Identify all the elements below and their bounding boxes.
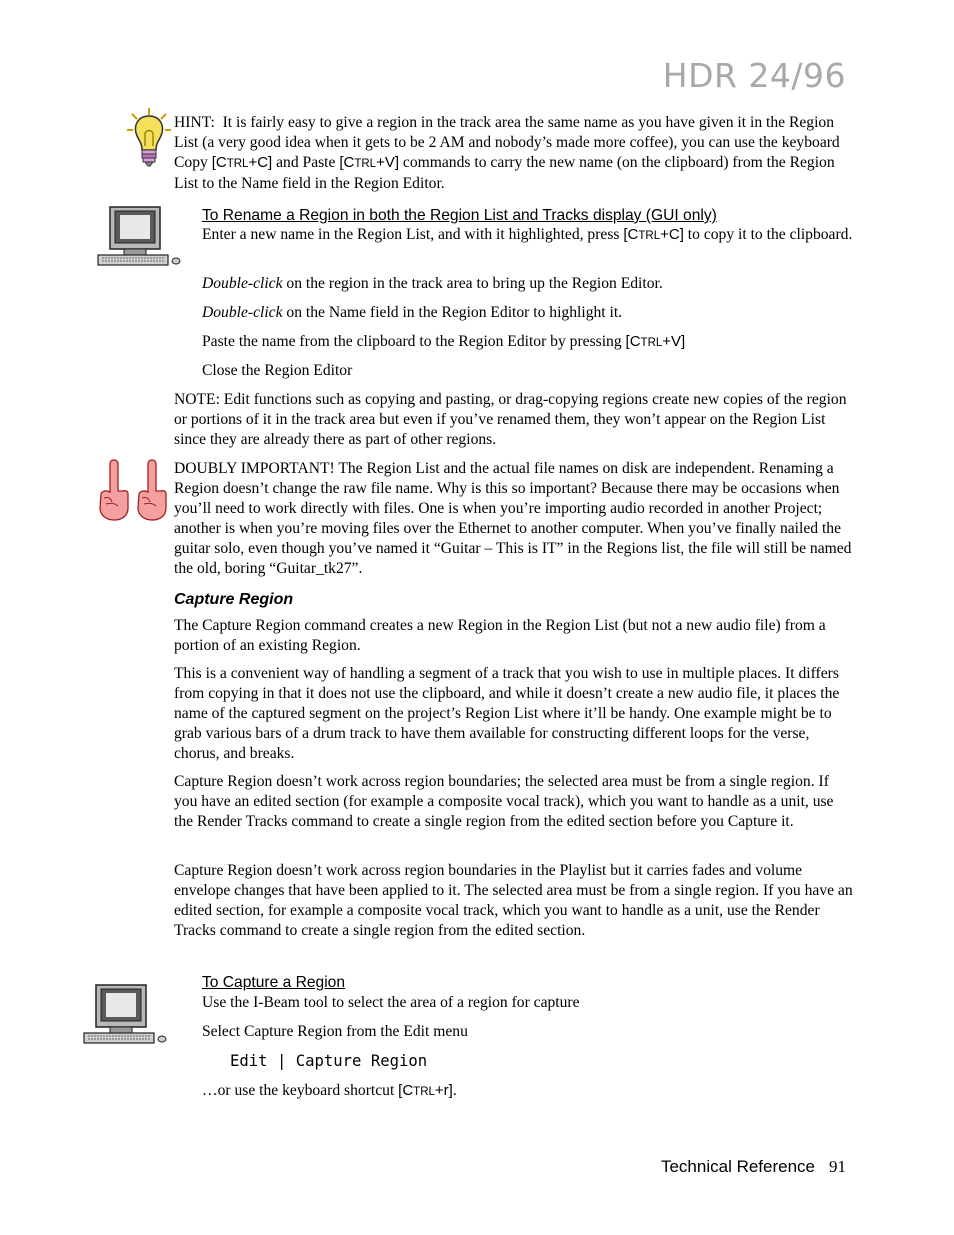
rename-step-3: Double-click on the Name field in the Region Editor to highlight it. (202, 304, 623, 321)
footer-section: Technical Reference (660, 1157, 815, 1176)
key-ctrl-v: [CTRL+V] (625, 333, 686, 350)
menu-path: Edit | Capture Region (230, 1052, 428, 1070)
key-ctrl-r: [CTRL+r] (398, 1082, 453, 1099)
key-ctrl-c: [CTRL+C] (623, 226, 684, 243)
raised-finger-hands-icon (96, 458, 172, 527)
capture-region-heading: Capture Region (174, 591, 294, 608)
capture-paragraph-2: This is a convenient way of handling a segment of a track that you wish to use in multiple places. It differs from copying in that it does not use the clipboard, and while it doesn’t create a new audio file, it places the name of the captured segment on the project’s Region List where it’ll be handy. One example might be to grab various bars of a drum track to have them available for constructing different loops for the verse, chorus, and breaks. (174, 665, 840, 762)
key-ctrl-c: [CTRL+C] (211, 154, 273, 171)
computer-icon (82, 984, 168, 1051)
capture-paragraph-3: Capture Region doesn’t work across region boundaries; the selected area must be from a single region. If you have an edited section (for example a composite vocal track), which you want to handle as a unit, use the Render Tracks command to create a single region from the edited section before you Capture it. (174, 773, 834, 830)
page-footer (661, 1157, 846, 1177)
rename-step-5: Close the Region Editor (202, 362, 353, 379)
key-ctrl-v: [CTRL+V] (339, 154, 400, 171)
rename-step-4: Paste the name from the clipboard to the Region Editor by pressing [CTRL+V] (202, 333, 686, 350)
page-number: 91 (829, 1157, 846, 1176)
rename-procedure-title: To Rename a Region in both the Region List and Tracks display (GUI only) (202, 207, 717, 224)
rename-step-1: Enter a new name in the Region List, and with it highlighted, press [CTRL+C] to copy it to the clipboard. (202, 226, 853, 243)
capture-procedure-title: To Capture a Region (202, 974, 346, 991)
computer-icon (96, 206, 182, 273)
capture-step-3: …or use the keyboard shortcut [CTRL+r]. (202, 1082, 457, 1099)
capture-step-1: Use the I-Beam tool to select the area of a region for capture (202, 994, 580, 1011)
rename-step-2: Double-click on the region in the track area to bring up the Region Editor. (202, 275, 663, 292)
lightbulb-icon (126, 106, 172, 173)
note-paragraph: NOTE: Edit functions such as copying and pasting, or drag-copying regions create new copies of the region or portions of it in the track area but even if you’ve renamed them, they won’t appear on the Region List since they are already there as part of other regions. (174, 391, 847, 448)
capture-paragraph-4: Capture Region doesn’t work across region boundaries in the Playlist but it carries fades and volume envelope changes that have been applied to it. The selected area must be from a single region. If you have an edited section, for example a composite vocal track, which you want to handle as a unit, use the Render Tracks command to create a single region from the edited section. (174, 862, 853, 939)
capture-step-2: Select Capture Region from the Edit menu (202, 1023, 468, 1040)
running-header: HDR 24/96 (662, 56, 846, 95)
capture-paragraph-1: The Capture Region command creates a new Region in the Region List (but not a new audio file) from a portion of an existing Region. (174, 617, 826, 654)
doubly-important-paragraph: DOUBLY IMPORTANT! The Region List and the actual file names on disk are independent. Renaming a Region doesn’t change the raw file name. Why is this so important? Because there may be occasions when you’ll need to work directly with files. One is when you’re importing audio recorded in another Project; another is when you’re moving files over the Ethernet to another computer. When you’ve finally nailed the guitar solo, even though you’ve named it “Guitar – This is IT” in the Regions list, the file will still be named the old, boring “Guitar_tk27”. (174, 460, 852, 577)
hint-paragraph: HINT: It is fairly easy to give a region in the track area the same name as you have given it in the Region List (a very good idea when it gets to be 2 AM and nobody’s made more coffee), you can use the keyboard Copy [CTRL+C] and Paste [CTRL+V] commands to carry the new name (on the clipboard) from the Region List to the Name field in the Region Editor. (174, 114, 840, 192)
